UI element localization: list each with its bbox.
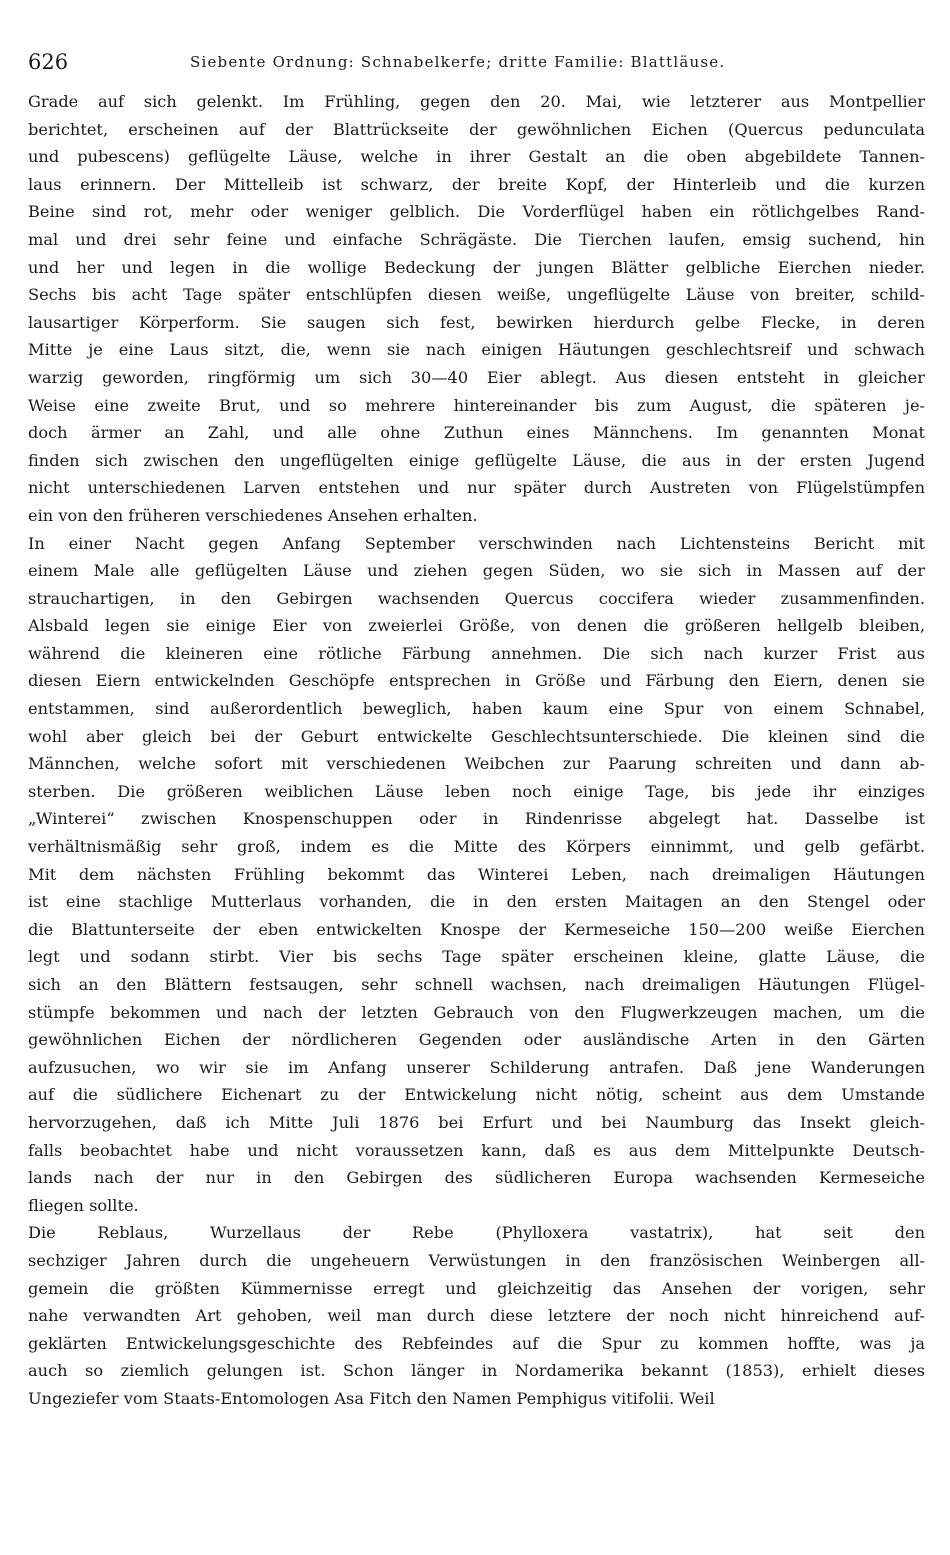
text-line: Sechs bis acht Tage später entschlüpfen diesen weiße, ungeflügelte Läuse von breiter, schild- (28, 285, 925, 305)
text-line: hervorzugehen, daß ich Mitte Juli 1876 bei Erfurt und bei Naumburg das Insekt gleich- (28, 1112, 925, 1132)
text-line: legt und sodann stirbt. Vier bis sechs Tage später erscheinen kleine, glatte Läuse, die (28, 947, 925, 967)
body-text (28, 88, 925, 1413)
text-line: wohl aber gleich bei der Geburt entwickelte Geschlechtsunterschiede. Die kleinen sind die (28, 726, 925, 746)
running-head: Siebente Ordnung: Schnabelkerfe; dritte Familie: Blattläuse. (190, 53, 726, 71)
text-line: Weise eine zweite Brut, und so mehrere hintereinander bis zum August, die späteren je- (28, 395, 925, 415)
text-line: einem Male alle geflügelten Läuse und ziehen gegen Süden, wo sie sich in Massen auf der (28, 561, 925, 581)
text-line: auch so ziemlich gelungen ist. Schon länger in Nordamerika bekannt (1853), erhielt dieses (28, 1361, 925, 1381)
paragraph (28, 88, 925, 530)
text-line: Mitte je eine Laus sitzt, die, wenn sie nach einigen Häutungen geschlechtsreif und schwach (28, 340, 925, 360)
text-line: laus erinnern. Der Mittelleib ist schwarz, der breite Kopf, der Hinterleib und die kurzen (28, 174, 925, 194)
text-line: Männchen, welche sofort mit verschiedenen Weibchen zur Paarung schreiten und dann ab- (28, 754, 925, 774)
page-header (28, 44, 928, 80)
text-line: nicht unterschiedenen Larven entstehen und nur später durch Austreten von Flügelstümpfen (28, 478, 925, 498)
text-line: Die Reblaus, Wurzellaus der Rebe (Phylloxera vastatrix), hat seit den (28, 1223, 925, 1243)
text-line: gewöhnlichen Eichen der nördlicheren Gegenden oder ausländische Arten in den Gärten (28, 1030, 925, 1050)
text-line: Grade auf sich gelenkt. Im Frühling, gegen den 20. Mai, wie letzterer aus Montpellier (28, 92, 925, 111)
text-line: strauchartigen, in den Gebirgen wachsenden Quercus coccifera wieder zusammenfinden. (28, 588, 925, 608)
text-line: doch ärmer an Zahl, und alle ohne Zuthun eines Männchens. Im genannten Monat (28, 423, 925, 443)
text-line: sich an den Blättern festsaugen, sehr schnell wachsen, nach dreimaligen Häutungen Flügel- (28, 975, 925, 994)
text-line: „Winterei“ zwischen Knospenschuppen oder in Rindenrisse abgelegt hat. Dasselbe ist (28, 809, 925, 829)
text-line: warzig geworden, ringförmig um sich 30—40 Eier ablegt. Aus diesen entsteht in gleicher (28, 367, 925, 387)
text-line: geklärten Entwickelungsgeschichte des Rebfeindes auf die Spur zu kommen hoffte, was ja (28, 1333, 925, 1353)
text-line: falls beobachtet habe und nicht voraussetzen kann, daß es aus dem Mittelpunkte Deutsch- (28, 1140, 925, 1160)
text-line: ein von den früheren verschiedenes Ansehen erhalten. (28, 505, 478, 525)
text-line: und her und legen in die wollige Bedeckung der jungen Blätter gelbliche Eierchen nieder. (28, 257, 925, 277)
text-line: lausartiger Körperform. Sie saugen sich fest, bewirken hierdurch gelbe Flecke, in deren (28, 312, 925, 332)
text-line: Beine sind rot, mehr oder weniger gelblich. Die Vorderflügel haben ein rötlichgelbes Rand- (28, 202, 925, 222)
text-line: nahe verwandten Art gehoben, weil man durch diese letztere der noch nicht hinreichend auf- (28, 1306, 925, 1326)
text-line: verhältnismäßig sehr groß, indem es die Mitte des Körpers einnimmt, und gelb gefärbt. (28, 837, 925, 857)
text-line: lands nach der nur in den Gebirgen des südlicheren Europa wachsenden Kermeseiche (28, 1168, 925, 1188)
paragraph (28, 530, 925, 1220)
text-line: fliegen sollte. (28, 1195, 139, 1215)
text-line: berichtet, erscheinen auf der Blattrückseite der gewöhnlichen Eichen (Quercus pedunculata (28, 119, 925, 139)
text-line: sterben. Die größeren weiblichen Läuse leben noch einige Tage, bis jede ihr einziges (28, 781, 925, 801)
text-line: finden sich zwischen den ungeflügelten einige geflügelte Läuse, die aus in der ersten Jugend (28, 450, 925, 470)
text-line: die Blattunterseite der eben entwickelten Knospe der Kermeseiche 150—200 weiße Eierchen (28, 919, 925, 939)
text-line: während die kleineren eine rötliche Färbung annehmen. Die sich nach kurzer Frist aus (28, 643, 925, 663)
text-line: stümpfe bekommen und nach der letzten Gebrauch von den Flugwerkzeugen machen, um die (28, 1002, 925, 1022)
text-line: Alsbald legen sie einige Eier von zweierlei Größe, von denen die größeren hellgelb bleiben, (28, 616, 925, 636)
paragraph (28, 1219, 925, 1412)
text-line: auf die südlichere Eichenart zu der Entwickelung nicht nötig, scheint aus dem Umstande (28, 1085, 925, 1105)
text-line: ist eine stachlige Mutterlaus vorhanden, die in den ersten Maitagen an den Stengel oder (28, 892, 925, 912)
text-line: sechziger Jahren durch die ungeheuern Verwüstungen in den französischen Weinbergen all- (28, 1250, 925, 1270)
text-line: diesen Eiern entwickelnden Geschöpfe entsprechen in Größe und Färbung den Eiern, denen sie (28, 671, 925, 691)
text-line: mal und drei sehr feine und einfache Schrägäste. Die Tierchen laufen, emsig suchend, hin (28, 229, 925, 249)
page-number: 626 (28, 50, 69, 74)
text-line: Mit dem nächsten Frühling bekommt das Winterei Leben, nach dreimaligen Häutungen (28, 864, 925, 884)
text-line: In einer Nacht gegen Anfang September verschwinden nach Lichtensteins Bericht mit (28, 533, 925, 553)
text-line: gemein die größten Kümmernisse erregt und gleichzeitig das Ansehen der vorigen, sehr (28, 1278, 925, 1298)
text-line: und pubescens) geflügelte Läuse, welche in ihrer Gestalt an die oben abgebildete Tannen- (28, 147, 925, 167)
text-line: Ungeziefer vom Staats-Entomologen Asa Fitch den Namen Pemphigus vitifolii. Weil (28, 1388, 715, 1408)
text-line: entstammen, sind außerordentlich beweglich, haben kaum eine Spur von einem Schnabel, (28, 699, 925, 719)
text-line: aufzusuchen, wo wir sie im Anfang unserer Schilderung antrafen. Daß jene Wanderungen (28, 1057, 925, 1077)
